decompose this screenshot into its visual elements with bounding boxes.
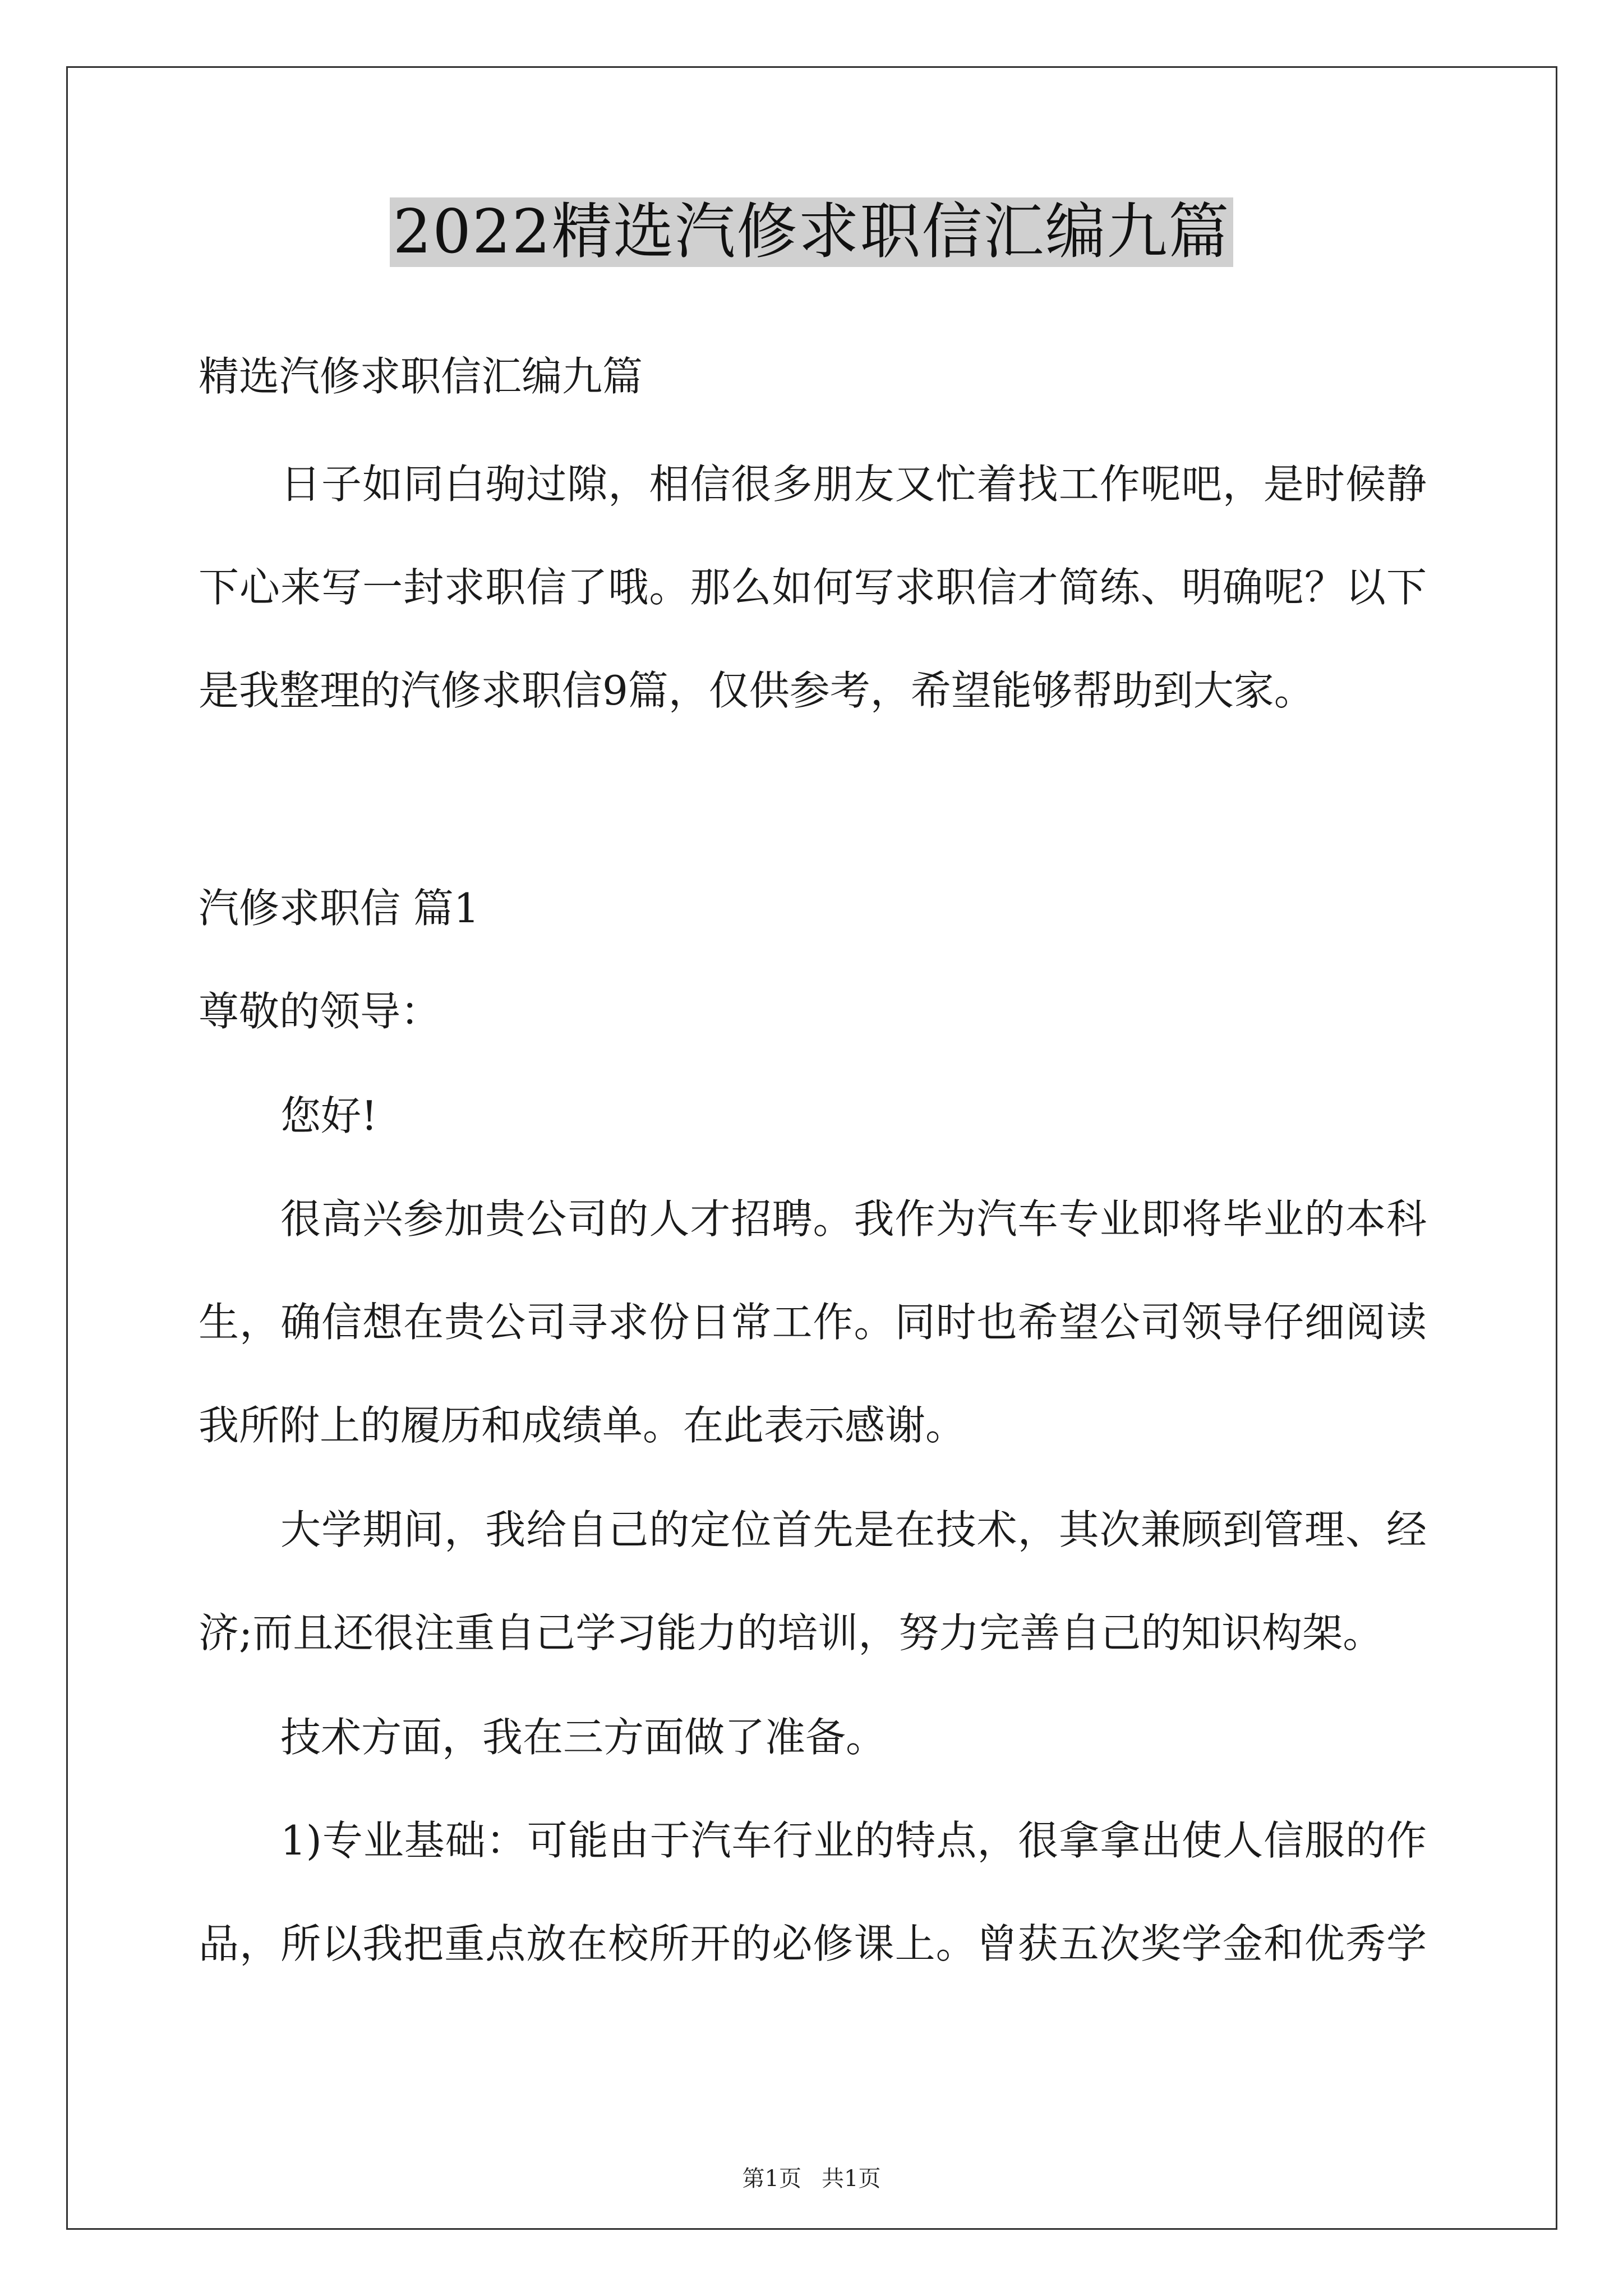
intro-line: 日子如同白驹过隙，相信很多朋友又忙着找工作呢吧，是时候静 — [280, 461, 1427, 508]
salutation: 尊敬的领导： — [199, 988, 441, 1035]
paragraph-line: 我所附上的履历和成绩单。在此表示感谢。 — [199, 1402, 966, 1449]
paragraph-line: 技术方面，我在三方面做了准备。 — [280, 1714, 887, 1761]
intro-line: 是我整理的汽修求职信9篇，仅供参考，希望能够帮助到大家。 — [199, 667, 1315, 714]
document-subtitle: 精选汽修求职信汇编九篇 — [199, 353, 643, 400]
document-title: 2022精选汽修求职信汇编九篇 — [390, 197, 1234, 267]
paragraph-line: 1)专业基础：可能由于汽车行业的特点，很拿拿出使人信服的作 — [280, 1817, 1427, 1864]
title-container — [0, 197, 1623, 267]
page-number: 第1页 — [742, 2166, 801, 2192]
paragraph-line: 大学期间，我给自己的定位首先是在技术，其次兼顾到管理、经 — [280, 1506, 1427, 1553]
intro-line: 下心来写一封求职信了哦。那么如何写求职信才简练、明确呢？以下 — [199, 564, 1427, 611]
paragraph-line: 品，所以我把重点放在校所开的必修课上。曾获五次奖学金和优秀学 — [199, 1920, 1427, 1967]
section-heading: 汽修求职信 篇1 — [199, 885, 479, 932]
greeting: 您好! — [280, 1092, 377, 1139]
paragraph-line: 很高兴参加贵公司的人才招聘。我作为汽车专业即将毕业的本科 — [280, 1195, 1427, 1243]
page-total: 共1页 — [822, 2166, 881, 2192]
paragraph-line: 济;而且还很注重自己学习能力的培训，努力完善自己的知识构架。 — [199, 1609, 1384, 1657]
paragraph-line: 生，确信想在贵公司寻求份日常工作。同时也希望公司领导仔细阅读 — [199, 1299, 1427, 1346]
page-footer — [0, 2161, 1623, 2193]
